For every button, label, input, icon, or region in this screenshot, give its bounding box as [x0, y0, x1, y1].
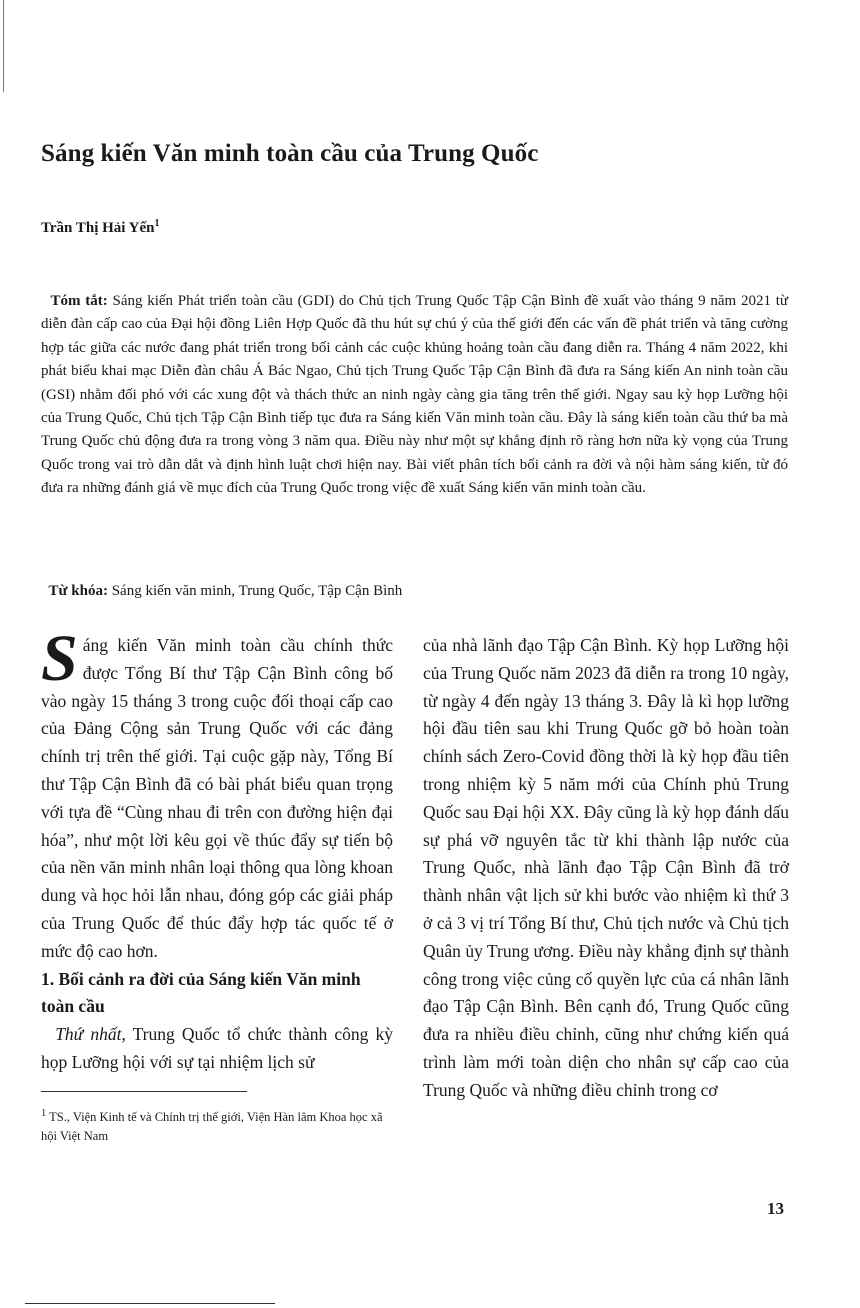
- right-column-text: của nhà lãnh đạo Tập Cận Bình. Kỳ họp Lưỡng hội của Trung Quốc năm 2023 đã diễn ra trong 10 ngày, từ ngày 4 đến ngày 13 tháng 3. Đây là kì họp lưỡng hội đầu tiên sau khi Trung Quốc gỡ bỏ hoàn toàn chính sách Zero-Covid đồng thời là kỳ họp đầu tiên trong nhiệm kỳ 5 năm mới của Chính phủ Trung Quốc sau Đại hội XX. Đây cũng là kỳ họp đánh dấu sự phá vỡ nguyên tắc từ khi thành lập nước của Trung Quốc, nhà lãnh đạo Tập Cận Bình đã trở thành nhân vật lịch sử khi bước vào nhiệm kì thứ 3 ở cả 3 vị trí Tổng Bí thư, Chủ tịch nước và Chủ tịch Quân ủy Trung ương. Điều này khẳng định sự thành công trong việc củng cố quyền lực của cá nhân lãnh đạo Tập Cận Bình. Bên cạnh đó, Trung Quốc cũng đưa ra nhiều điều chỉnh, cũng như chứng kiến quá trình làm mới toàn diện cho nhân sự cấp cao của Trung Quốc và những điều chỉnh trong cơ: [423, 635, 789, 1100]
- abstract: [41, 290, 788, 501]
- keywords-text: Sáng kiến văn minh, Trung Quốc, Tập Cận Bình: [111, 583, 403, 599]
- page-number: 13: [767, 1199, 784, 1218]
- body-column-right: [423, 632, 789, 1105]
- keywords: [41, 583, 402, 600]
- paragraph-1-text: , Trung Quốc tổ chức thành công kỳ họp Lưỡng hội với sự tại nhiệm lịch sử: [41, 1024, 394, 1072]
- section-heading-1: 1. Bối cảnh ra đời của Sáng kiến Văn minh toàn cầu: [41, 968, 361, 1017]
- abstract-label: Tóm tắt:: [50, 293, 108, 309]
- abstract-text: Sáng kiến Phát triển toàn cầu (GDI) do Chủ tịch Trung Quốc Tập Cận Bình đề xuất vào tháng 9 năm 2021 từ diễn đàn cấp cao của Đại hội đồng Liên Hợp Quốc đã thu hút sự chú ý của thế giới đến các vấn đề phát triển và tăng cường hợp tác giữa các nước đang phát triển trong bối cảnh các cuộc khủng hoảng toàn cầu đang diễn ra. Tháng 4 năm 2022, khi phát biểu khai mạc Diễn đàn châu Á Bác Ngao, Chủ tịch Trung Quốc Tập Cận Bình đã đưa ra Sáng kiến An ninh toàn cầu (GSI) nhằm đối phó với các xung đột và thách thức an ninh ngày càng gia tăng trên thế giới. Ngay sau kỳ họp Lưỡng hội của Trung Quốc, Chủ tịch Tập Cận Bình tiếp tục đưa ra Sáng kiến Văn minh toàn cầu. Đây là sáng kiến toàn cầu thứ ba mà Trung Quốc chủ động đưa ra trong vòng 3 năm qua. Điều này như một sự khẳng định rõ ràng hơn nữa kỳ vọng của Trung Quốc trong vai trò dẫn dắt và định hình luật chơi hiện nay. Bài viết phân tích bối cảnh ra đời và nội hàm sáng kiến, từ đó đưa ra những đánh giá về mục đích của Trung Quốc trong việc đề xuất Sáng kiến văn minh toàn cầu.: [41, 293, 788, 497]
- author-footnote-marker[interactable]: 1: [154, 218, 160, 229]
- footnote-divider: [41, 1091, 247, 1092]
- intro-text: áng kiến Văn minh toàn cầu chính thức được Tổng Bí thư Tập Cận Bình công bố vào ngày 15 tháng 3 trong cuộc đối thoại cấp cao của Đảng Cộng sản Trung Quốc với các đảng chính trị trên thế giới. Tại cuộc gặp này, Tổng Bí thư Tập Cận Bình đã có bài phát biểu quan trọng với tựa đề “Cùng nhau đi trên con đường hiện đại hóa”, như một lời kêu gọi về thúc đẩy sự tiến bộ của nền văn minh nhân loại thông qua lòng khoan dung và học hỏi lẫn nhau, đóng góp các giải pháp của Trung Quốc để thúc đẩy hợp tác quốc tế ở mức độ cao hơn.: [41, 635, 393, 961]
- author-name: Trần Thị Hải Yến: [41, 220, 155, 236]
- footnote: [41, 1104, 401, 1146]
- footnote-text: TS., Viện Kinh tế và Chính trị thế giới, Viện Hàn lâm Khoa học xã hội Việt Nam: [41, 1110, 383, 1144]
- footnote-marker: 1: [41, 1108, 47, 1119]
- drop-cap: S: [41, 622, 78, 695]
- scan-edge-line: [3, 0, 4, 92]
- author-line: [41, 218, 160, 237]
- bottom-rule: [25, 1303, 275, 1304]
- article-title: Sáng kiến Văn minh toàn cầu của Trung Quốc: [41, 140, 539, 167]
- body-column-left: [41, 622, 394, 1077]
- body-paragraph-1: [41, 1021, 393, 1077]
- keywords-label: Từ khóa:: [48, 583, 108, 599]
- first-point-label: Thứ nhất: [55, 1024, 122, 1045]
- intro-paragraph: [41, 622, 393, 966]
